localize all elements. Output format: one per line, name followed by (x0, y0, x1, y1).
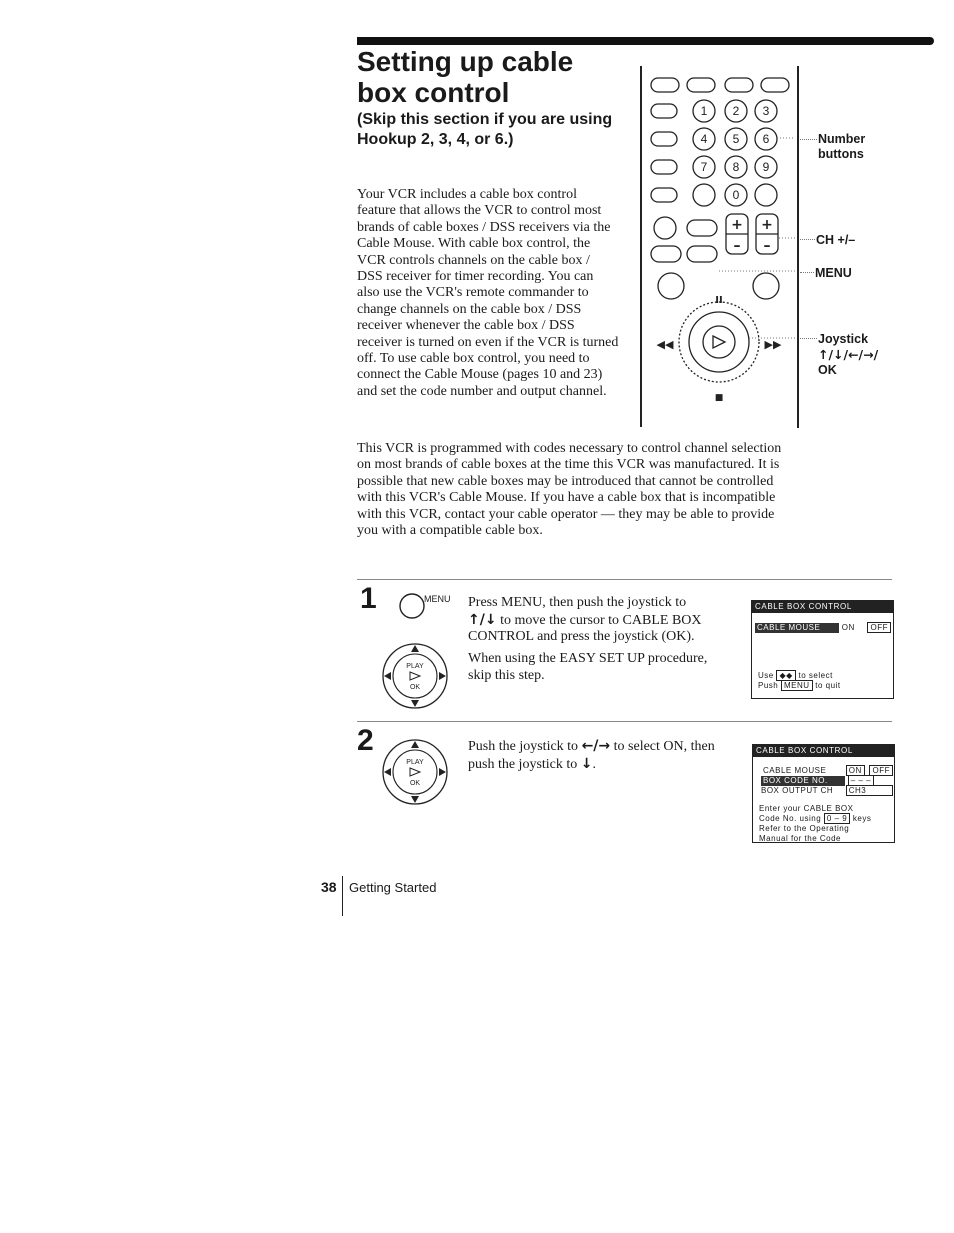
callout-number-buttons: Number buttons (818, 132, 866, 161)
step1-osd-on: ON (841, 623, 855, 632)
page-title: Setting up cable box control (357, 46, 574, 108)
step1-note: When using the EASY SET UP procedure, skip this step. (468, 651, 708, 683)
step2-osd-box-code: BOX CODE NO. (761, 776, 845, 786)
step1-osd-off: OFF (867, 622, 891, 633)
step2-osd-help4: Manual for the Code (759, 834, 841, 843)
key-8: 8 (732, 160, 740, 174)
step2-osd-row3 (753, 786, 894, 796)
callout-menu: MENU (815, 266, 852, 280)
joystick-leader (800, 338, 817, 339)
step2-osd-help1: Enter your CABLE BOX (759, 804, 854, 813)
left-right-keys-icon: ◆◆ (776, 670, 795, 681)
step1-rule (357, 579, 892, 580)
key-2: 2 (732, 104, 740, 118)
step2-number: 2 (357, 724, 374, 757)
callout-ch: CH +/– (816, 233, 856, 247)
step1-joystick-icon (380, 641, 450, 711)
step1-instruction (468, 595, 730, 646)
remote-frame-left (640, 66, 642, 427)
callout-ok: OK (818, 363, 837, 377)
intro-paragraph: Your VCR includes a cable box control feature that allows the VCR to control most brands of cable boxes / DSS receivers via the Cable Mouse. With cable box control, the VCR controls channels on the cable box / DSS receiver for timer recording. You can also use the VCR's remote commander to change channels on the cable box / DSS receiver whenever the cable box / DSS receiver is turned on even if the VCR is turned off. To use cable box control, you need to connect the Cable Mouse (pages 10 and 23) and set the code number and output channel. (357, 187, 619, 399)
header-rule (357, 37, 934, 45)
step2-osd-output-ch: BOX OUTPUT CH (761, 786, 834, 795)
page-number: 38 (321, 879, 337, 895)
remote-frame-right (797, 66, 799, 428)
step2-osd-box-code-value: – – – (848, 775, 874, 786)
step1-osd-cable-mouse: CABLE MOUSE (755, 623, 839, 633)
step1-osd-screen (751, 600, 894, 699)
ch-plus-icon-2: + (761, 217, 773, 233)
step2-osd-help2: Code No. using 0 – 9 keys (759, 814, 872, 823)
step2-osd-on: ON (846, 765, 865, 776)
step2-ok-label: OK (409, 780, 421, 787)
step1-play-label: PLAY (406, 663, 424, 670)
compatibility-paragraph: This VCR is programmed with codes necessary to control channel selection on most brands of cable boxes at the time this VCR was manufactured. It is possible that new cable boxes may be introduced that cannot be controlled with this VCR's Cable Mouse. If you have a cable box that is incompatible with this VCR, contact your cable operator — they may be able to provide you with a compatible cable box. (357, 441, 782, 539)
step1-osd-hint1: Use ◆◆ to select (758, 671, 833, 680)
ch-leader (800, 239, 815, 240)
up-down-arrows-icon: ↑/↓ (468, 611, 497, 628)
footer-divider (342, 876, 343, 916)
step1-osd-row (752, 623, 893, 633)
step2-text-mid: to select ON, then push the joystick to (468, 739, 715, 772)
key-5: 5 (732, 132, 740, 146)
pause-icon: II (715, 295, 723, 306)
ch-plus-icon: + (731, 217, 743, 233)
step1-text-after: to move the cursor to CABLE BOX CONTROL and press the joystick (OK). (468, 612, 702, 644)
step2-osd-off: OFF (869, 765, 893, 776)
step2-osd-screen (752, 744, 895, 843)
callout-joystick-arrows: ↑/↓/←/→/ (818, 347, 879, 362)
step2-text-before: Push the joystick to (468, 739, 579, 754)
down-arrow-icon: ↓ (580, 755, 593, 772)
key-0: 0 (732, 188, 740, 202)
step1-osd-hint2: Push MENU to quit (758, 681, 841, 690)
fast-forward-icon: ▶▶ (764, 338, 782, 351)
step2-osd-help3: Refer to the Operating (759, 824, 850, 833)
key-6: 6 (762, 132, 770, 146)
ch-minus-icon-2: – (763, 238, 771, 254)
step2-joystick-icon (380, 737, 450, 807)
stop-icon: ■ (714, 393, 724, 403)
remote-illustration (645, 66, 795, 426)
step2-osd-title: CABLE BOX CONTROL (753, 745, 894, 757)
step1-number: 1 (360, 582, 377, 615)
step2-osd-output-ch-value: CH3 (846, 785, 894, 796)
step2-instruction: Push the joystick to ←/→ to select ON, then push the joystick to ↓. (468, 738, 715, 772)
key-7: 7 (700, 160, 708, 174)
footer-section: Getting Started (349, 880, 437, 895)
key-4: 4 (700, 132, 708, 146)
left-right-arrows-icon: ←/→ (581, 738, 611, 754)
ch-minus-icon: – (733, 238, 741, 254)
step2-play-label: PLAY (406, 759, 424, 766)
step2-osd-cable-mouse: CABLE MOUSE (763, 766, 827, 775)
step1-menu-label: MENU (424, 594, 451, 604)
key-1: 1 (700, 104, 708, 118)
step2-rule (357, 721, 892, 722)
rewind-icon: ◀◀ (656, 338, 674, 351)
key-3: 3 (762, 104, 770, 118)
step1-osd-title: CABLE BOX CONTROL (752, 601, 893, 613)
step1-ok-label: OK (409, 684, 421, 691)
menu-leader (800, 272, 814, 273)
number-buttons-leader (800, 139, 817, 140)
step1-text-before: Press MENU, then push the joystick to (468, 595, 687, 610)
callout-joystick: Joystick (818, 332, 869, 346)
key-9: 9 (762, 160, 770, 174)
page-subtitle: (Skip this section if you are using Hookup 2, 3, 4, or 6.) (357, 111, 613, 148)
